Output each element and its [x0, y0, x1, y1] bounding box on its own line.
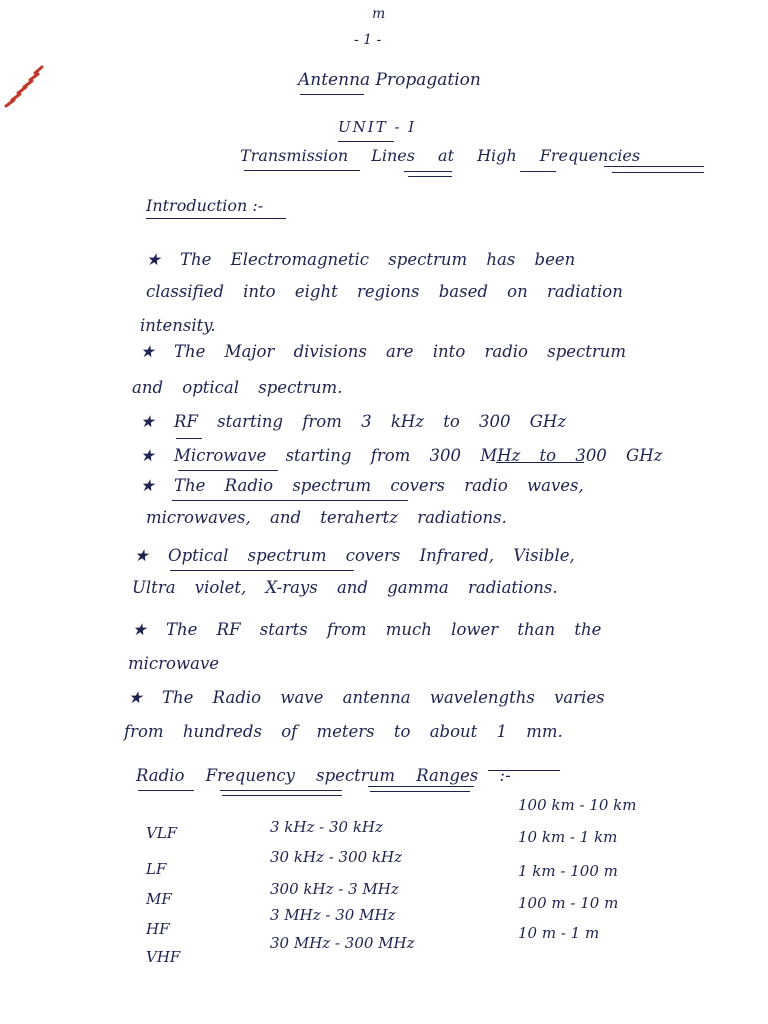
range-band: LF — [146, 860, 167, 878]
range-wavelength: 100 m - 10 m — [518, 894, 619, 912]
body-line-4: ★ The Major divisions are into radio spectrum — [140, 342, 627, 361]
range-band: VHF — [146, 948, 181, 966]
top-mark: m — [372, 6, 386, 22]
body-line-8: ★ The Radio spectrum covers radio waves, — [140, 476, 584, 495]
binding-stitch-icon — [0, 62, 44, 108]
body-line-15: from hundreds of meters to about 1 mm. — [124, 722, 563, 741]
range-frequency: 30 kHz - 300 kHz — [270, 848, 403, 866]
body-line-2: classified into eight regions based on radiation — [146, 282, 623, 301]
body-line-12: ★ The RF starts from much lower than the — [132, 620, 602, 639]
range-frequency: 3 kHz - 30 kHz — [270, 818, 383, 836]
ranges-heading: Radio Frequency spectrum Ranges :- — [136, 766, 511, 785]
body-line-13: microwave — [128, 654, 220, 673]
range-frequency: 300 kHz - 3 MHz — [270, 880, 399, 898]
body-line-14: ★ The Radio wave antenna wavelengths varies — [128, 688, 605, 707]
unit-label: UNIT - I — [338, 118, 417, 136]
range-band: MF — [146, 890, 172, 908]
range-band: HF — [146, 920, 170, 938]
page-title: Antenna Propagation — [298, 70, 481, 90]
body-line-10: ★ Optical spectrum covers Infrared, Visible, — [134, 546, 575, 565]
page-subtitle: Transmission Lines at High Frequencies — [240, 146, 641, 165]
range-band: VLF — [146, 824, 178, 842]
body-line-6: ★ RF starting from 3 kHz to 300 GHz — [140, 412, 567, 431]
body-line-1: ★ The Electromagnetic spectrum has been — [146, 250, 576, 269]
range-wavelength: 10 m - 1 m — [518, 924, 600, 942]
body-line-9: microwaves, and terahertz radiations. — [146, 508, 507, 527]
range-wavelength: 1 km - 100 m — [518, 862, 618, 880]
body-line-7: ★ Microwave starting from 300 MHz to 300 GHz — [140, 446, 663, 465]
range-wavelength: 10 km - 1 km — [518, 828, 618, 846]
page-number: - 1 - — [354, 32, 382, 48]
body-line-5: and optical spectrum. — [132, 378, 343, 397]
range-frequency: 30 MHz - 300 MHz — [270, 934, 415, 952]
range-wavelength: 100 km - 10 km — [518, 796, 637, 814]
body-line-11: Ultra violet, X-rays and gamma radiations. — [132, 578, 558, 597]
range-frequency: 3 MHz - 30 MHz — [270, 906, 396, 924]
body-line-3: intensity. — [140, 316, 216, 335]
section-heading: Introduction :- — [146, 196, 264, 215]
